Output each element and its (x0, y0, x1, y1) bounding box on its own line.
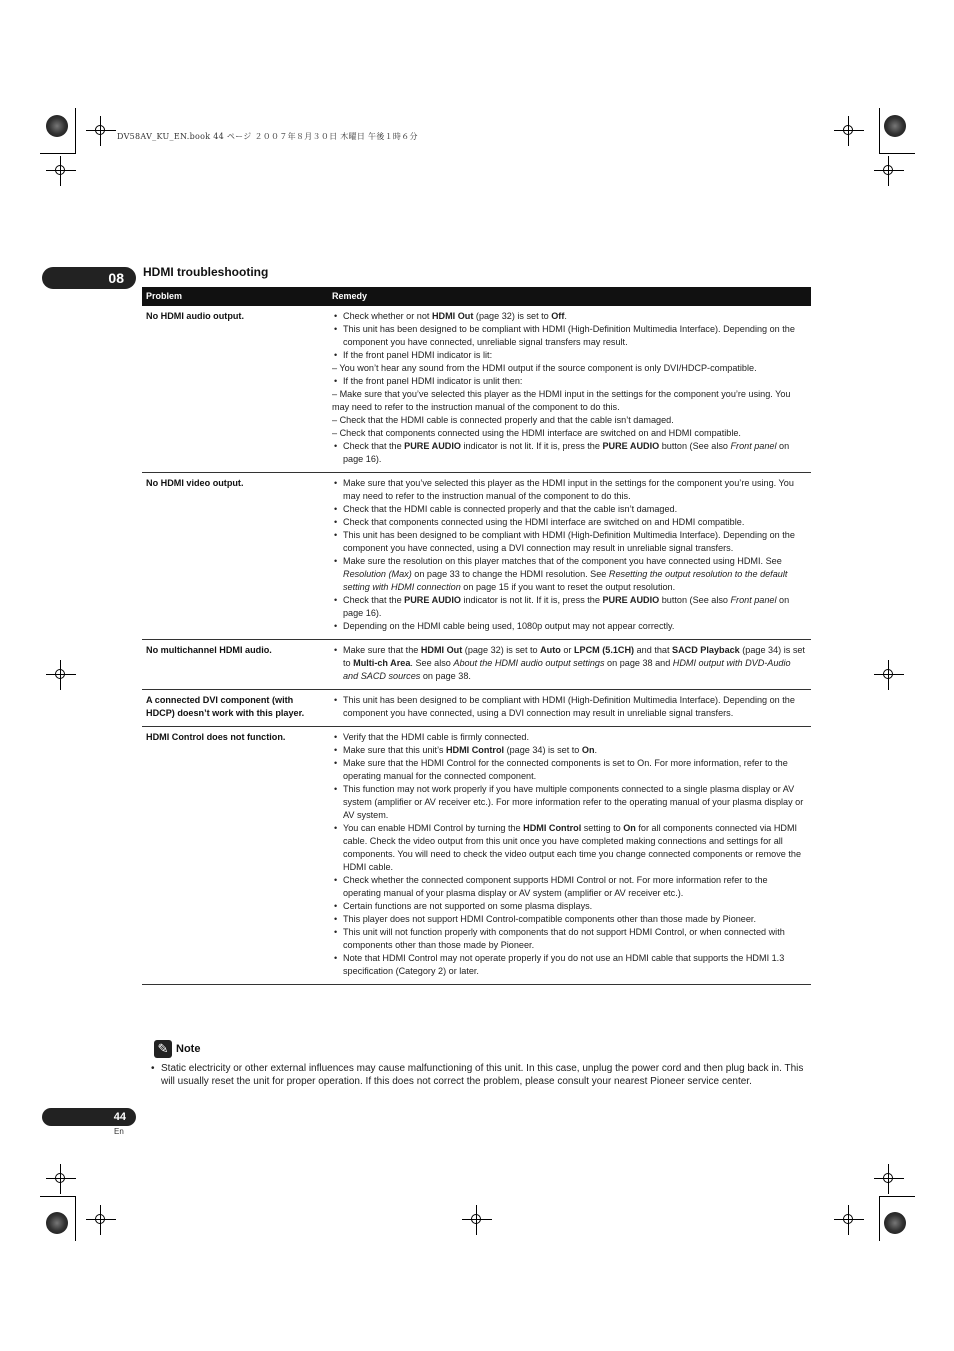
problem-cell: A connected DVI component (with HDCP) doesn’t work with this player. (142, 690, 328, 727)
problem-cell: No HDMI audio output. (142, 306, 328, 473)
problem-column-header: Problem (142, 287, 328, 306)
remedy-dash-item: – You won’t hear any sound from the HDMI output if the source component is only DVI/HDCP-compatible. (332, 363, 757, 373)
remedy-list (332, 644, 807, 683)
remedy-list (332, 477, 807, 633)
remedy-bullet-item: • Check whether or not HDMI Out (page 32) is set to Off. (332, 310, 807, 323)
remedy-bullet-item: • This unit has been designed to be compliant with HDMI (High-Definition Multimedia Interface). Depending on the component you have connected, unreliable signal transfers may result. (332, 323, 807, 349)
remedy-bullet-item: • This unit will not function properly with components that do not support HDMI Control, or when connected with components other than those made by Pioneer. (332, 926, 807, 952)
remedy-bullet-item: • Certain functions are not supported on some plasma displays. (332, 900, 807, 913)
remedy-bullet-item: • Make sure that the HDMI Out (page 32) is set to Auto or LPCM (5.1CH) and that SACD Playback (page 34) is set to Multi-ch Area. See also About the HDMI audio output settings on page 38 and HDMI output with DVD-Audio and SACD sources on page 38. (332, 644, 807, 683)
section-title: HDMI troubleshooting (143, 265, 269, 279)
table-row (142, 473, 811, 640)
remedy-bullet-item: • This unit has been designed to be compliant with HDMI (High-Definition Multimedia Interface). Depending on the component you have connected, using a DVI connection may result in unreliable signal transfers. (332, 694, 807, 720)
page-number-tab: 44 (42, 1108, 136, 1126)
remedy-bullet-item: • This unit has been designed to be compliant with HDMI (High-Definition Multimedia Interface). Depending on the component you have connected, using a DVI connection may result in unreliable signal transfers. (332, 529, 807, 555)
table-header-row (142, 287, 811, 306)
language-label: En (114, 1127, 124, 1136)
registration-mark-bottom-center (462, 1205, 492, 1235)
remedy-list (332, 694, 807, 720)
problem-cell: No HDMI video output. (142, 473, 328, 640)
registration-mark-mid-left (46, 660, 76, 690)
remedy-bullet-item: • Make sure the resolution on this player matches that of the component you have connected using HDMI. See Resolution (Max) on page 33 to change the HDMI resolution. See Resetting the output resolution to the default setting with HDMI connection on page 15 if you want to reset the output resolution. (332, 555, 807, 594)
remedy-cell (328, 727, 811, 985)
table-row (142, 640, 811, 690)
remedy-bullet-item: • Check whether the connected component supports HDMI Control or not. For more information refer to the operating manual of your plasma display or AV system (amplifier or AV receiver etc.). (332, 874, 807, 900)
remedy-cell (328, 306, 811, 473)
remedy-bullet-item: • Note that HDMI Control may not operate properly if you do not use an HDMI cable that supports the HDMI 1.3 specification (Category 2) or later. (332, 952, 807, 978)
remedy-bullet-item: • Depending on the HDMI cable being used, 1080p output may not appear correctly. (332, 620, 807, 633)
remedy-list (332, 731, 807, 978)
remedy-bullet-item: • You can enable HDMI Control by turning the HDMI Control setting to On for all components connected via HDMI cable. Check the video output from this unit once you have completed making connections and settings for all components. You will need to check the video output each time you change connected components or remove the HDMI cable. (332, 822, 807, 874)
problem-cell: No multichannel HDMI audio. (142, 640, 328, 690)
remedy-bullet-item: • If the front panel HDMI indicator is unlit then: (332, 375, 807, 388)
remedy-column-header: Remedy (328, 287, 811, 306)
problem-cell: HDMI Control does not function. (142, 727, 328, 985)
note-text: • Static electricity or other external influences may cause malfunctioning of this unit. In this case, unplug the power cord and then plug back in. This will usually reset the unit for proper operation. If this does not correct the problem, please consult your nearest Pioneer service center. (150, 1062, 814, 1088)
table-row (142, 690, 811, 727)
remedy-cell (328, 473, 811, 640)
remedy-bullet-item: • This player does not support HDMI Control-compatible components other than those made by Pioneer. (332, 913, 807, 926)
remedy-bullet-item: • Make sure that the HDMI Control for the connected components is set to On. For more information, refer to the operating manual for the connected component. (332, 757, 807, 783)
remedy-dash-item: – Check that components connected using the HDMI interface are switched on and HDMI compatible. (332, 428, 741, 438)
note-heading (154, 1040, 200, 1058)
troubleshooting-table (142, 287, 811, 985)
remedy-bullet-item: • Make sure that you’ve selected this player as the HDMI input in the settings for the component you’re using. You may need to refer to the instruction manual of the component to do this. (332, 477, 807, 503)
remedy-bullet-item: • Check that components connected using the HDMI interface are switched on and HDMI compatible. (332, 516, 807, 529)
remedy-bullet-item: • Make sure that this unit’s HDMI Control (page 34) is set to On. (332, 744, 807, 757)
registration-mark-mid-right (874, 660, 904, 690)
note-label: Note (176, 1043, 201, 1055)
remedy-bullet-item: • Check that the PURE AUDIO indicator is not lit. If it is, press the PURE AUDIO button (See also Front panel on page 16). (332, 440, 807, 466)
print-file-header: DV58AV_KU_EN.book 44 ページ ２００７年８月３０日 木曜日 午後１時６分 (117, 132, 418, 141)
table-row (142, 306, 811, 473)
remedy-list (332, 310, 807, 466)
remedy-bullet-item: • Check that the PURE AUDIO indicator is not lit. If it is, press the PURE AUDIO button (See also Front panel on page 16). (332, 594, 807, 620)
remedy-bullet-item: • Check that the HDMI cable is connected properly and that the cable isn’t damaged. (332, 503, 807, 516)
remedy-bullet-item: • Verify that the HDMI cable is firmly connected. (332, 731, 807, 744)
remedy-bullet-item: • If the front panel HDMI indicator is lit: (332, 349, 807, 362)
pencil-note-icon: ✎ (154, 1040, 172, 1058)
remedy-cell (328, 690, 811, 727)
remedy-cell (328, 640, 811, 690)
chapter-number-tab: 08 (42, 267, 136, 289)
remedy-dash-item: – Make sure that you’ve selected this player as the HDMI input in the settings for the component you’re using. You may need to refer to the instruction manual of the component to do this. (332, 389, 791, 412)
remedy-bullet-item: • This function may not work properly if you have multiple components connected to a single plasma display or AV system (amplifier or AV receiver etc.). For more information refer to the operating manual of your plasma display or AV system. (332, 783, 807, 822)
table-row (142, 727, 811, 985)
remedy-dash-item: – Check that the HDMI cable is connected properly and that the cable isn’t damaged. (332, 415, 674, 425)
